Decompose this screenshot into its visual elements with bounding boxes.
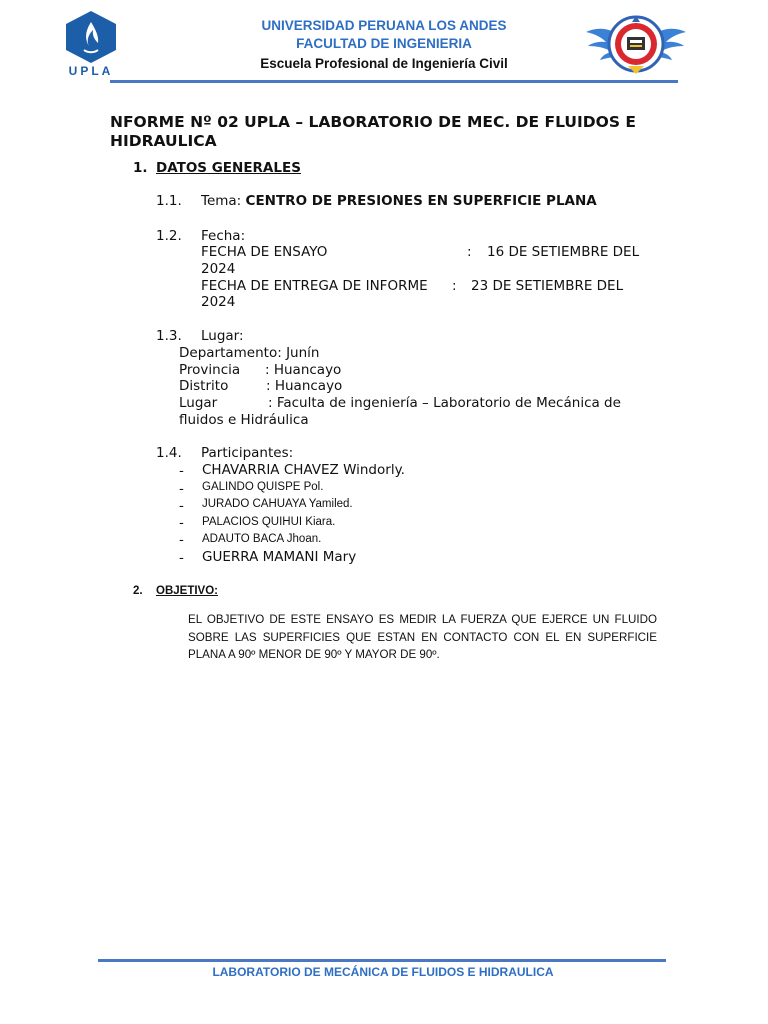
section-2-number: 2. — [133, 585, 143, 597]
section-1-label: DATOS GENERALES — [156, 160, 301, 176]
winged-seal-icon — [584, 8, 688, 78]
lugar-label: Lugar: — [201, 328, 244, 344]
participant-item: CHAVARRIA CHAVEZ Windorly. — [202, 462, 405, 478]
list-bullet: - — [179, 550, 184, 566]
provincia-value: : Huancayo — [265, 362, 342, 378]
participant-item: ADAUTO BACA Jhoan. — [202, 533, 322, 545]
fecha-entrega-value: 23 DE SETIEMBRE DEL — [471, 278, 624, 294]
list-bullet: - — [179, 532, 184, 548]
lugar-detail-label: Lugar — [179, 395, 218, 411]
section-1-heading — [133, 160, 301, 176]
university-name: UNIVERSIDAD PERUANA LOS ANDES — [261, 18, 507, 33]
tema-number: 1.1. — [156, 193, 182, 209]
school-name: Escuela Profesional de Ingeniería Civil — [260, 56, 508, 71]
list-bullet: - — [179, 515, 184, 531]
list-bullet: - — [179, 481, 184, 497]
faculty-seal — [584, 8, 688, 78]
tema-value: CENTRO DE PRESIONES EN SUPERFICIE PLANA — [245, 193, 597, 209]
participantes-label: Participantes: — [201, 445, 294, 461]
lugar-detail-value-cont: fluidos e Hidráulica — [179, 412, 309, 428]
fecha-entrega-label: FECHA DE ENTREGA DE INFORME — [201, 278, 428, 294]
report-title: NFORME Nº 02 UPLA – LABORATORIO DE MEC. DE FLUIDOS E HIDRAULICA — [110, 113, 636, 150]
fecha-number: 1.2. — [156, 228, 182, 244]
distrito-label: Distrito — [179, 378, 229, 394]
fecha-entrega-colon: : — [452, 278, 457, 294]
section-2-label: OBJETIVO: — [156, 585, 218, 597]
participant-item: PALACIOS QUIHUI Kiara. — [202, 516, 336, 528]
participant-item: GALINDO QUISPE Pol. — [202, 481, 324, 493]
upla-flame-icon — [62, 10, 120, 64]
upla-logo-text: UPLA — [68, 64, 114, 78]
provincia-label: Provincia — [179, 362, 241, 378]
upla-logo — [62, 10, 120, 80]
header-divider — [110, 80, 678, 83]
fecha-ensayo-value: 16 DE SETIEMBRE DEL — [487, 244, 640, 260]
participantes-number: 1.4. — [156, 445, 182, 461]
header-titles — [240, 17, 528, 74]
list-bullet: - — [179, 498, 184, 514]
faculty-name: FACULTAD DE INGENIERIA — [296, 36, 472, 51]
fecha-ensayo-label: FECHA DE ENSAYO — [201, 244, 328, 260]
objective-paragraph: EL OBJETIVO DE ESTE ENSAYO ES MEDIR LA FUERZA QUE EJERCE UN FLUIDO SOBRE LAS SUPERFICIES QUE ESTAN EN CONTACTO CON EL EN SUPERFICIE PLANA A 90º MENOR DE 90º Y MAYOR DE 90º. — [188, 613, 657, 661]
lugar-number: 1.3. — [156, 328, 182, 344]
footer-text: LABORATORIO DE MECÁNICA DE FLUIDOS E HIDRAULICA — [212, 965, 554, 979]
tema-row — [201, 193, 597, 210]
fecha-entrega-year: 2024 — [201, 294, 236, 310]
fecha-label: Fecha: — [201, 228, 246, 244]
section-1-number: 1. — [133, 160, 148, 176]
fecha-ensayo-colon: : — [467, 244, 472, 260]
participant-item: JURADO CAHUAYA Yamiled. — [202, 498, 353, 510]
fecha-ensayo-year: 2024 — [201, 261, 236, 277]
section-2-heading — [133, 585, 218, 597]
participant-item: GUERRA MAMANI Mary — [202, 549, 357, 565]
lugar-detail-value: : Faculta de ingeniería – Laboratorio de Mecánica de — [268, 395, 621, 411]
departamento-row: Departamento: Junín — [179, 345, 320, 361]
tema-label: Tema: — [201, 193, 242, 209]
list-bullet: - — [179, 463, 184, 479]
footer-divider — [98, 959, 666, 962]
distrito-value: : Huancayo — [266, 378, 343, 394]
